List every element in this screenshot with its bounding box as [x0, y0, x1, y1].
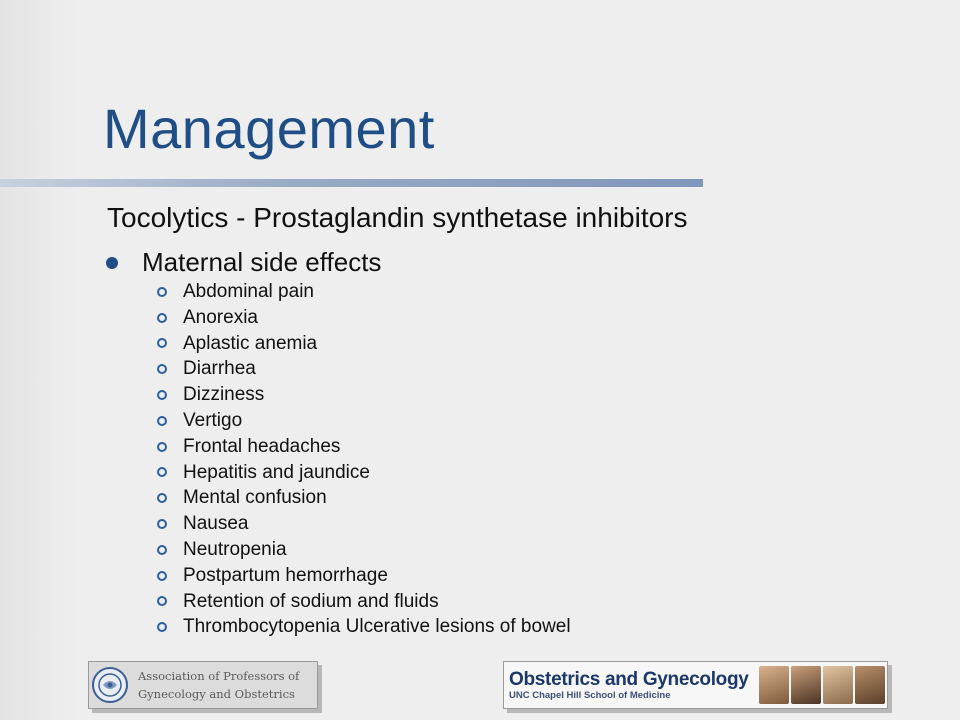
- apgo-logo: [88, 661, 318, 709]
- ring-bullet-icon: [157, 338, 167, 348]
- list-item-text: Aplastic anemia: [183, 332, 318, 354]
- ring-bullet-icon: [157, 416, 167, 426]
- unc-obgyn-logo: [503, 661, 888, 709]
- ring-bullet-icon: [157, 287, 167, 297]
- left-gradient-band: [0, 0, 82, 720]
- ring-bullet-icon: [157, 467, 167, 477]
- ring-bullet-icon: [157, 364, 167, 374]
- bullet-maternal-side-effects: [106, 247, 381, 278]
- photo-strip: [759, 666, 887, 704]
- unc-logo-subtitle: UNC Chapel Hill School of Medicine: [509, 689, 671, 701]
- list-item-text: Neutropenia: [183, 538, 287, 560]
- list-item-text: Retention of sodium and fluids: [183, 590, 439, 612]
- ring-bullet-icon: [157, 622, 167, 632]
- list-item: [157, 331, 571, 357]
- photo-mother-baby-image: [759, 666, 789, 704]
- apgo-seal-icon: [92, 667, 128, 703]
- list-item: [157, 614, 571, 640]
- list-item: [157, 485, 571, 511]
- list-item: [157, 305, 571, 331]
- ring-bullet-icon: [157, 390, 167, 400]
- title-underline-bar: [0, 179, 703, 187]
- ring-bullet-icon: [157, 571, 167, 581]
- list-item-text: Mental confusion: [183, 487, 327, 509]
- bullet-text: Maternal side effects: [142, 247, 382, 277]
- ring-bullet-icon: [157, 519, 167, 529]
- list-item: [157, 434, 571, 460]
- ring-bullet-icon: [157, 313, 167, 323]
- list-item-text: Diarrhea: [183, 358, 256, 380]
- list-item: [157, 279, 571, 305]
- slide-title: Management: [103, 97, 435, 160]
- ring-bullet-icon: [157, 493, 167, 503]
- list-item: [157, 589, 571, 615]
- photo-child-image: [855, 666, 885, 704]
- list-item-text: Dizziness: [183, 384, 265, 406]
- list-item-text: Abdominal pain: [183, 281, 314, 302]
- list-item: [157, 460, 571, 486]
- list-item-text: Thrombocytopenia Ulcerative lesions of bowel: [183, 616, 571, 638]
- ring-bullet-icon: [157, 442, 167, 452]
- list-item-text: Vertigo: [183, 409, 243, 431]
- filled-dot-bullet-icon: [106, 257, 118, 269]
- ring-bullet-icon: [157, 596, 167, 606]
- list-item-text: Frontal headaches: [183, 435, 341, 457]
- side-effects-list: [157, 279, 571, 640]
- list-item-text: Postpartum hemorrhage: [183, 564, 388, 586]
- apgo-logo-line2: Gynecology and Obstetrics: [138, 687, 295, 701]
- list-item: [157, 511, 571, 537]
- list-item-text: Nausea: [183, 513, 249, 535]
- unc-logo-title: Obstetrics and Gynecology: [509, 668, 749, 690]
- list-item: [157, 537, 571, 563]
- list-item: [157, 563, 571, 589]
- photo-woman-image: [823, 666, 853, 704]
- list-item: [157, 356, 571, 382]
- slide-subtitle: Tocolytics - Prostaglandin synthetase inhibitors: [107, 202, 688, 233]
- photo-family-image: [791, 666, 821, 704]
- ring-bullet-icon: [157, 545, 167, 555]
- list-item-text: Anorexia: [183, 306, 258, 328]
- apgo-logo-line1: Association of Professors of: [138, 669, 300, 683]
- list-item: [157, 382, 571, 408]
- list-item-text: Hepatitis and jaundice: [183, 461, 370, 483]
- list-item: [157, 408, 571, 434]
